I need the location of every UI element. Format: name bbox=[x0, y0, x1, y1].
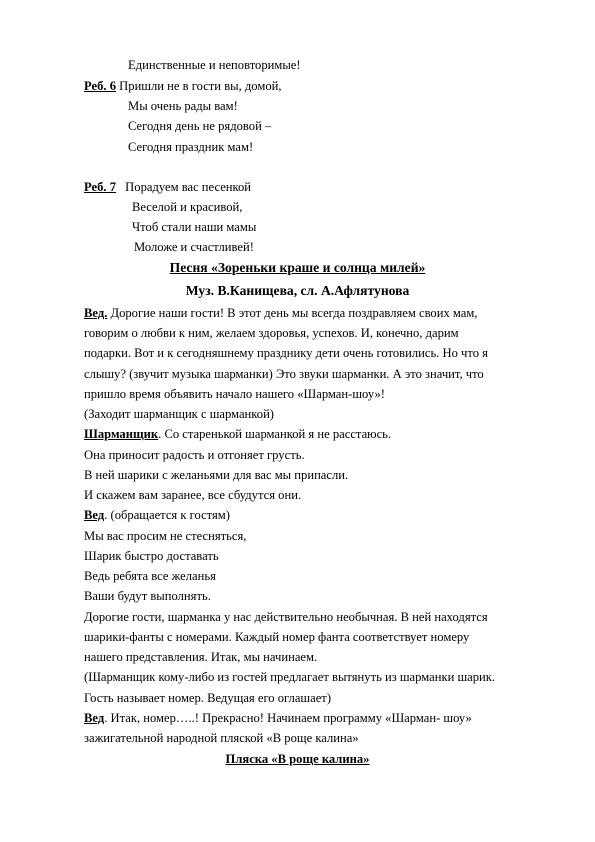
dance-title: Пляска «В роще калина» bbox=[225, 752, 370, 766]
speaker-label: Реб. 7 bbox=[84, 180, 117, 194]
verse-line: Пришли не в гости вы, домой, bbox=[119, 79, 282, 93]
verse-line: В ней шарики с желаньями для вас мы припасли. bbox=[84, 468, 349, 482]
verse-line: Сегодня праздник мам! bbox=[128, 140, 254, 154]
verse-line: Шарик быстро доставать bbox=[84, 549, 219, 563]
paragraph-line: шарики-фанты с номерами. Каждый номер фанта соответствует номеру bbox=[84, 630, 470, 644]
ved-first-line bbox=[84, 304, 478, 322]
verse-line: Сегодня день не рядовой – bbox=[128, 119, 272, 133]
ved-first-line bbox=[84, 709, 472, 727]
stage-direction: Гость называет номер. Ведущая его оглашает) bbox=[84, 691, 332, 705]
verse-line: Веселой и красивой, bbox=[132, 200, 243, 214]
paragraph-line: говорим о любви к ним, желаем здоровья, успехов. И, конечно, дарим bbox=[84, 326, 459, 340]
speaker-label: Шарманщик bbox=[84, 427, 159, 441]
paragraph-line: . Итак, номер…..! Прекрасно! Начинаем программу «Шарман- шоу» bbox=[104, 711, 472, 725]
reb7-first-line bbox=[84, 178, 251, 196]
paragraph-line: подарки. Вот и к сегодняшнему празднику дети очень готовились. Но что я bbox=[84, 346, 488, 360]
speaker-label: Реб. 6 bbox=[84, 79, 117, 93]
verse-line: Ваши будут выполнять. bbox=[84, 589, 211, 603]
paragraph-line: пришло время объявить начало нашего «Шарман-шоу»! bbox=[84, 387, 385, 401]
paragraph-line: нашего представления. Итак, мы начинаем. bbox=[84, 650, 318, 664]
verse-line: Она приносит радость и отгоняет грусть. bbox=[84, 448, 305, 462]
speaker-label: Вед. bbox=[84, 306, 108, 320]
verse-line: . Со старенькой шарманкой я не расстаюсь. bbox=[158, 427, 392, 441]
stage-direction: (Шарманщик кому-либо из гостей предлагает вытянуть из шарманки шарик. bbox=[84, 670, 496, 684]
ved-first-line bbox=[84, 506, 230, 524]
paragraph-line: Дорогие наши гости! В этот день мы всегда поздравляем своих мам, bbox=[107, 306, 478, 320]
verse-line: Ведь ребята все желанья bbox=[84, 569, 216, 583]
paragraph-line: слышу? (звучит музыка шарманки) Это звуки шарманки. А это значит, что bbox=[84, 367, 484, 381]
song-credits: Муз. В.Канищева, сл. А.Афлятунова bbox=[185, 283, 410, 298]
verse-line: Мы очень рады вам! bbox=[128, 99, 238, 113]
verse-line: Моложе и счастливей! bbox=[134, 240, 254, 254]
speaker-label: Вед bbox=[84, 711, 105, 725]
stage-direction: (Заходит шарманщик с шарманкой) bbox=[84, 407, 275, 421]
verse-line: Мы вас просим не стесняться, bbox=[84, 529, 247, 543]
verse-line: И скажем вам заранее, все сбудутся они. bbox=[84, 488, 302, 502]
speaker-label: Вед bbox=[84, 508, 105, 522]
intro-line: Единственные и неповторимые! bbox=[128, 58, 301, 72]
paragraph-line: Дорогие гости, шарманка у нас действительно необычная. В ней находятся bbox=[84, 610, 488, 624]
reb6-first-line bbox=[84, 77, 282, 95]
sharmanshchik-first-line bbox=[84, 425, 391, 443]
verse-line: Чтоб стали наши мамы bbox=[132, 220, 257, 234]
song-title: Песня «Зореньки краше и солнца милей» bbox=[169, 260, 426, 275]
verse-line: Порадуем вас песенкой bbox=[125, 180, 252, 194]
paragraph-line: зажигательной народной пляской «В роще калина» bbox=[84, 731, 359, 745]
stage-direction: . (обращается к гостям) bbox=[104, 508, 230, 522]
